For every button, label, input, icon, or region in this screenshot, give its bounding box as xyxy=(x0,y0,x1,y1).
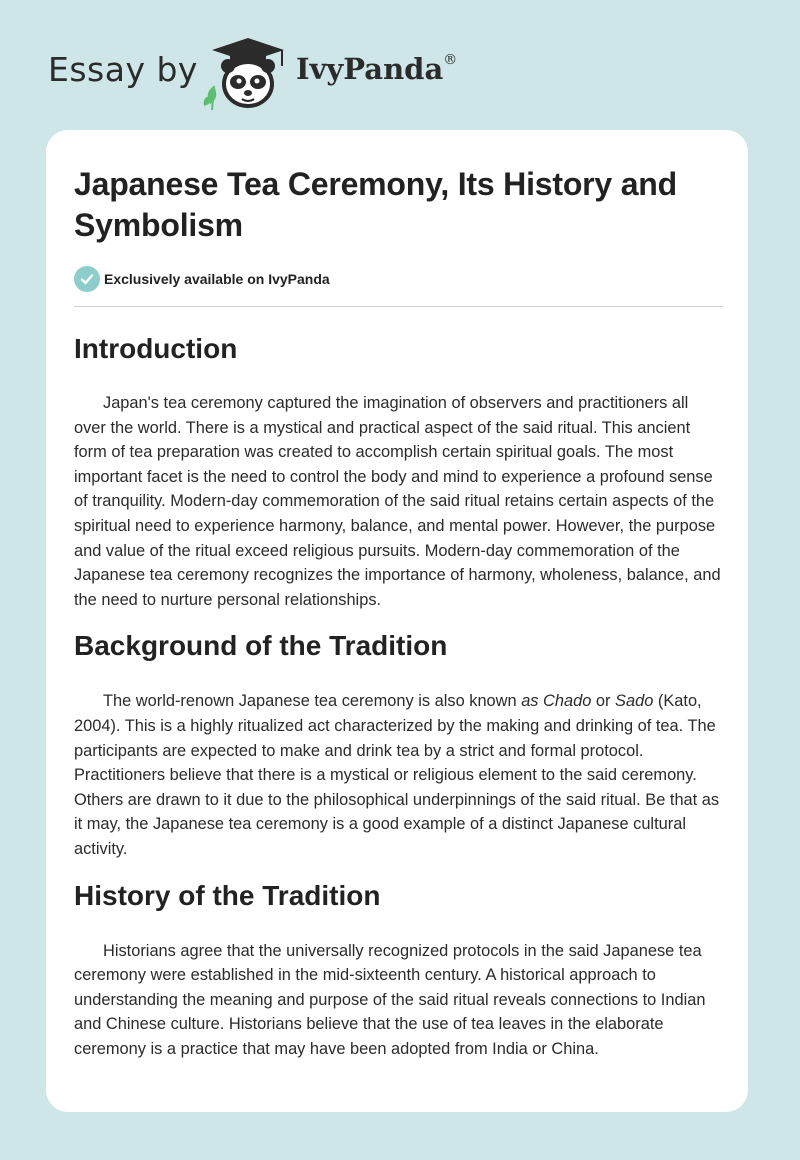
section-body-introduction: Japan's tea ceremony captured the imagination of observers and practitioners all over the world. There is a mystical and practical aspect of the said ritual. This ancient form of tea preparation was created to accomplish certain spiritual goals. The most important facet is the need to control the body and mind to experience a profound sense of tranquility. Modern-day commemoration of the said ritual retains certain aspects of the spiritual need to experience harmony, balance, and mental power. However, the purpose and value of the ritual exceed religious pursuits. Modern-day commemoration of the Japanese tea ceremony recognizes the importance of harmony, wholeness, balance, and the need to nurture personal relationships. xyxy=(74,394,721,609)
essay-by-label: Essay by xyxy=(48,50,198,89)
divider xyxy=(74,306,723,307)
italic-term-sado: Sado xyxy=(615,692,654,711)
registered-mark: ® xyxy=(443,52,458,69)
section-heading-history: History of the Tradition xyxy=(74,879,381,911)
exclusive-label: Exclusively available on IvyPanda xyxy=(104,271,330,287)
section-body-history: Historians agree that the universally recognized protocols in the said Japanese tea ceremony were established in the mid-sixteenth century. A historical approach to understanding the meaning and purpose of the said ritual reveals connections to Indian and Chinese culture. Historians believe that the use of tea leaves in the elaborate ceremony is a practice that may have been adopted from India or China. xyxy=(74,941,706,1058)
italic-term-chado: as Chado xyxy=(521,692,592,711)
section-heading-introduction: Introduction xyxy=(74,333,238,364)
brand-name[interactable]: IvyPanda® xyxy=(296,52,458,86)
section-body-background: The world-renown Japanese tea ceremony is also known as Chado or Sado (Kato, 2004). This is a highly ritualized act characterized by the making and drinking of tea. The participants are expected to make and drink tea by a strict and formal protocol. Practitioners believe that there is a mystical or religious element to the said ceremony. Others are drawn to it due to the philosophical underpinnings of the said ritual. Be that as it may, the Japanese tea ceremony is a good example of a distinct Japanese cultural activity. xyxy=(74,692,720,858)
section-heading-background: Background of the Tradition xyxy=(74,630,448,662)
check-icon xyxy=(74,266,100,292)
exclusive-badge xyxy=(74,266,723,292)
panda-graduate-icon xyxy=(200,36,296,112)
essay-card xyxy=(46,130,748,1112)
page-title: Japanese Tea Ceremony, Its History and Symbolism xyxy=(74,166,677,243)
site-header xyxy=(0,0,800,130)
